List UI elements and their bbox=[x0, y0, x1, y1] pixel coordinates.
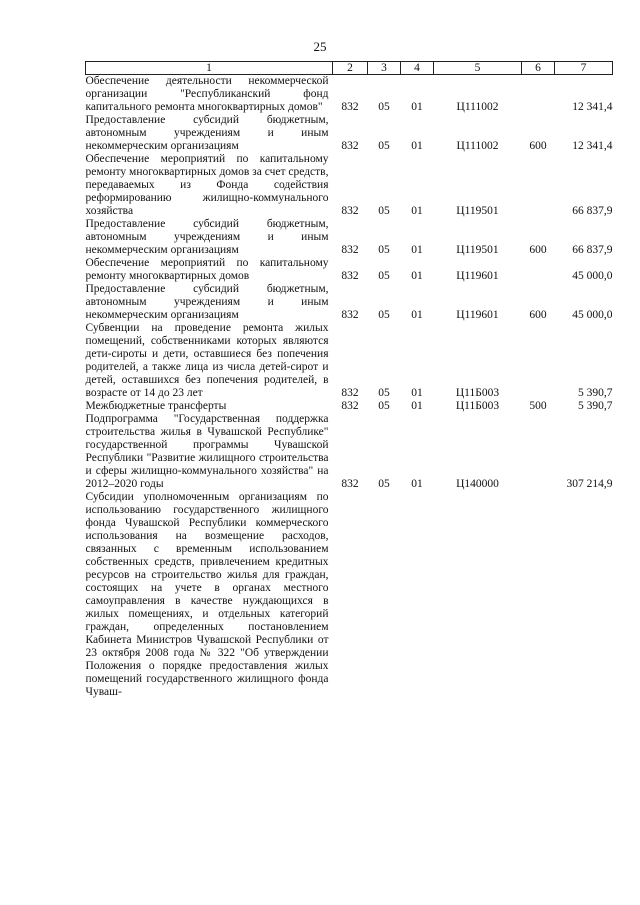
page-number: 25 bbox=[313, 39, 327, 54]
amount bbox=[555, 491, 613, 699]
section-code: 05 bbox=[378, 309, 390, 321]
subsection-code: 01 bbox=[411, 270, 423, 282]
amount: 5 390,7 bbox=[578, 400, 613, 412]
expense-type-code: 500 bbox=[529, 400, 547, 412]
amount: 5 390,7 bbox=[578, 387, 613, 399]
amount: 12 341,4 bbox=[572, 140, 613, 152]
section-code: 05 bbox=[378, 140, 390, 152]
row-description: Обеспечение деятельности некоммерческой организации "Республиканский фонд капитального ремонта многоквартирных домов" bbox=[85, 75, 329, 113]
subsection-code: 01 bbox=[411, 101, 423, 113]
row-description: Предоставление субсидий бюджетным, автономным учреждениям и иным некоммерческим организациям bbox=[85, 114, 329, 152]
target-code: Ц11Б003 bbox=[455, 387, 500, 399]
section-code: 05 bbox=[378, 101, 390, 113]
column-header: 5 bbox=[434, 62, 522, 75]
column-header: 2 bbox=[333, 62, 368, 75]
target-code: Ц140000 bbox=[456, 478, 499, 490]
ministry-code: 832 bbox=[341, 140, 359, 152]
table-row bbox=[86, 75, 613, 115]
expense-type-code bbox=[522, 153, 555, 218]
target-code: Ц119601 bbox=[456, 270, 499, 282]
subsection-code: 01 bbox=[411, 205, 423, 217]
expense-type-code bbox=[522, 75, 555, 115]
subsection-code: 01 bbox=[411, 140, 423, 152]
row-description: Межбюджетные трансферты bbox=[85, 400, 227, 412]
ministry-code: 832 bbox=[341, 270, 359, 282]
amount: 45 000,0 bbox=[572, 270, 613, 282]
subsection-code: 01 bbox=[411, 478, 423, 490]
ministry-code: 832 bbox=[341, 387, 359, 399]
ministry-code bbox=[333, 491, 368, 699]
table-row bbox=[86, 218, 613, 257]
amount: 12 341,4 bbox=[572, 101, 613, 113]
column-header: 1 bbox=[86, 62, 333, 75]
expense-type-code: 600 bbox=[529, 244, 547, 256]
column-header: 6 bbox=[522, 62, 555, 75]
target-code bbox=[434, 491, 522, 699]
table-row bbox=[86, 400, 613, 413]
amount: 45 000,0 bbox=[572, 309, 613, 321]
row-description: Предоставление субсидий бюджетным, автономным учреждениям и иным некоммерческим организациям bbox=[85, 218, 329, 256]
row-description: Подпрограмма "Государственная поддержка строительства жилья в Чувашской Республике" государственной программы Чувашской Республики "Развитие жилищного строительства и сферы жилищно-коммунального хозяйства" на 2012–2020 годы bbox=[85, 413, 329, 490]
table-header-row bbox=[86, 62, 613, 75]
subsection-code bbox=[401, 491, 434, 699]
expense-type-code bbox=[522, 257, 555, 283]
row-description: Субсидии уполномоченным организациям по использованию государственного жилищного фонда Чувашской Республики коммерческого использования на возмещение расходов, связанных с временным использованием собственных средств, привлечением кредитных ресурсов на строительство жилья для граждан, состоящих на учете в органах местного самоуправления в качестве нуждающихся в жилых помещениях, и отдельных категорий граждан, определенных постановлением Кабинета Министров Чувашской Республики от 23 октября 2008 года № 322 "Об утверждении Положения о порядке предоставления жилых помещений государственного жилищного фонда Чуваш- bbox=[85, 491, 329, 698]
table-row bbox=[86, 257, 613, 283]
table-row bbox=[86, 283, 613, 322]
section-code: 05 bbox=[378, 478, 390, 490]
target-code: Ц119501 bbox=[456, 205, 499, 217]
expense-type-code bbox=[522, 413, 555, 491]
amount: 66 837,9 bbox=[572, 205, 613, 217]
amount: 307 214,9 bbox=[566, 478, 613, 490]
target-code: Ц11Б003 bbox=[455, 400, 500, 412]
expense-type-code: 600 bbox=[529, 140, 547, 152]
section-code: 05 bbox=[378, 387, 390, 399]
section-code: 05 bbox=[378, 270, 390, 282]
row-description: Обеспечение мероприятий по капитальному ремонту многоквартирных домов за счет средств, передаваемых из Фонда содействия реформированию жилищно-коммунального хозяйства bbox=[85, 153, 329, 217]
ministry-code: 832 bbox=[341, 244, 359, 256]
target-code: Ц119501 bbox=[456, 244, 499, 256]
ministry-code: 832 bbox=[341, 400, 359, 412]
target-code: Ц111002 bbox=[456, 140, 499, 152]
section-code: 05 bbox=[378, 400, 390, 412]
column-header: 4 bbox=[401, 62, 434, 75]
expense-type-code bbox=[522, 322, 555, 400]
row-description: Обеспечение мероприятий по капитальному ремонту многоквартирных домов bbox=[85, 257, 329, 282]
table-row bbox=[86, 322, 613, 400]
column-header: 3 bbox=[368, 62, 401, 75]
table-row bbox=[86, 153, 613, 218]
subsection-code: 01 bbox=[411, 387, 423, 399]
section-code: 05 bbox=[378, 244, 390, 256]
ministry-code: 832 bbox=[341, 205, 359, 217]
row-description: Субвенции на проведение ремонта жилых помещений, собственниками которых являются дети-сироты и дети, оставшиеся без попечения родителей, а также лица из числа детей-сирот и детей, оставшихся без попечения родителей, в возрасте от 14 до 23 лет bbox=[85, 322, 329, 399]
target-code: Ц119601 bbox=[456, 309, 499, 321]
expense-type-code: 600 bbox=[529, 309, 547, 321]
amount: 66 837,9 bbox=[572, 244, 613, 256]
section-code bbox=[368, 491, 401, 699]
subsection-code: 01 bbox=[411, 244, 423, 256]
row-description: Предоставление субсидий бюджетным, автономным учреждениям и иным некоммерческим организациям bbox=[85, 283, 329, 321]
section-code: 05 bbox=[378, 205, 390, 217]
table-row bbox=[86, 413, 613, 491]
budget-table bbox=[85, 61, 613, 699]
ministry-code: 832 bbox=[341, 478, 359, 490]
table-row bbox=[86, 114, 613, 153]
subsection-code: 01 bbox=[411, 400, 423, 412]
ministry-code: 832 bbox=[341, 309, 359, 321]
table-row bbox=[86, 491, 613, 699]
ministry-code: 832 bbox=[341, 101, 359, 113]
target-code: Ц111002 bbox=[456, 101, 499, 113]
column-header: 7 bbox=[555, 62, 613, 75]
subsection-code: 01 bbox=[411, 309, 423, 321]
expense-type-code bbox=[522, 491, 555, 699]
